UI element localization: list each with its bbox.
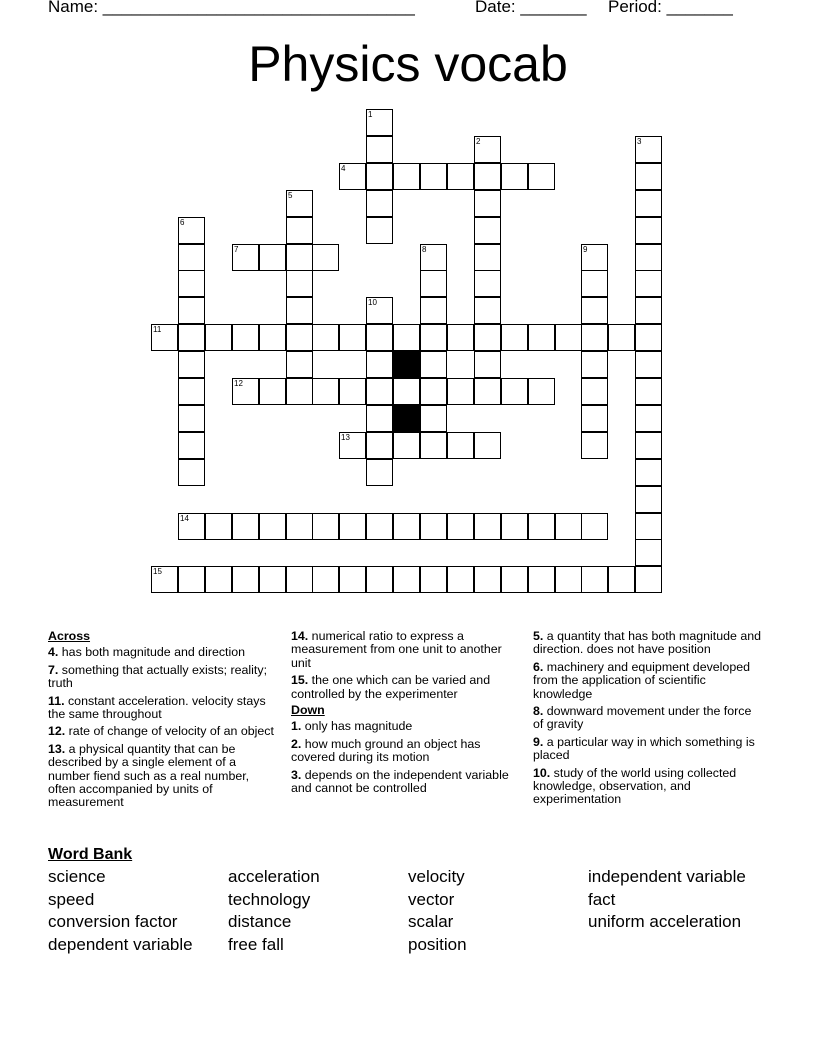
grid-cell[interactable]: [635, 432, 662, 459]
grid-cell[interactable]: [259, 513, 286, 540]
grid-cell[interactable]: [366, 324, 393, 351]
down-heading: Down: [291, 703, 325, 718]
clue-number: 4: [341, 164, 346, 173]
across-clue: [48, 743, 278, 810]
down-clue: [533, 736, 765, 763]
grid-cell[interactable]: [393, 163, 420, 190]
word-bank-item: fact: [588, 889, 616, 909]
word-bank-item: free fall: [228, 935, 284, 955]
grid-cell[interactable]: [366, 566, 393, 593]
grid-cell[interactable]: [501, 378, 528, 405]
clue-text: the one which can be varied and controlled by the experimenter: [291, 673, 491, 701]
grid-cell[interactable]: [420, 297, 447, 324]
clue-text: has both magnitude and direction: [58, 645, 246, 660]
grid-cell[interactable]: [474, 190, 501, 217]
grid-cell[interactable]: [178, 405, 205, 432]
across-clue: [291, 630, 523, 670]
grid-cell[interactable]: [635, 270, 662, 297]
grid-cell[interactable]: [286, 297, 313, 324]
grid-cell[interactable]: [581, 566, 608, 593]
clue-text: a physical quantity that can be described by a single element of a number fiend such as a real number, often accompanied by units of measurement: [48, 741, 250, 810]
word-bank-item: position: [408, 935, 467, 955]
clue-number: 15: [153, 567, 162, 576]
grid-cell[interactable]: [581, 244, 608, 271]
clue-text: only has magnitude: [301, 719, 413, 734]
name-field[interactable]: Name: _________________________________: [48, 0, 415, 16]
grid-cell[interactable]: [366, 378, 393, 405]
grid-cell[interactable]: [528, 163, 555, 190]
grid-cell[interactable]: [501, 324, 528, 351]
word-bank-item: science: [48, 867, 106, 886]
clue-text: rate of change of velocity of an object: [65, 724, 274, 739]
grid-cell[interactable]: [420, 378, 447, 405]
grid-cell[interactable]: [528, 378, 555, 405]
grid-cell[interactable]: [178, 244, 205, 271]
grid-cell[interactable]: [259, 244, 286, 271]
black-cell: [393, 351, 420, 378]
down-clue: [291, 769, 523, 796]
clue-number-label: 14.: [291, 629, 309, 643]
grid-cell[interactable]: [232, 324, 259, 351]
grid-cell[interactable]: [312, 324, 339, 351]
date-field[interactable]: Date: _______: [475, 0, 587, 16]
across-clue: [48, 664, 278, 691]
across-clue: [291, 674, 523, 701]
down-clue: [533, 705, 765, 732]
grid-cell[interactable]: [366, 109, 393, 136]
grid-cell[interactable]: [447, 432, 474, 459]
grid-cell[interactable]: [635, 163, 662, 190]
clue-number: 7: [234, 245, 239, 254]
grid-cell[interactable]: [447, 566, 474, 593]
grid-cell[interactable]: [393, 566, 420, 593]
grid-cell[interactable]: [635, 513, 662, 540]
grid-cell[interactable]: [528, 513, 555, 540]
clue-number-label: 7.: [48, 662, 59, 677]
grid-cell[interactable]: [581, 432, 608, 459]
clue-number: 11: [153, 325, 162, 334]
grid-cell[interactable]: [420, 513, 447, 540]
clue-number-label: 3.: [291, 767, 302, 782]
grid-cell[interactable]: [474, 324, 501, 351]
grid-cell[interactable]: [447, 324, 474, 351]
clue-text: a particular way in which something is placed: [533, 734, 755, 763]
word-bank-item: uniform acceleration: [588, 912, 742, 932]
grid-cell[interactable]: [232, 566, 259, 593]
clue-number-label: 5.: [533, 629, 544, 643]
grid-cell[interactable]: [528, 324, 555, 351]
grid-cell[interactable]: [366, 351, 393, 378]
grid-cell[interactable]: [635, 351, 662, 378]
grid-cell[interactable]: [420, 432, 447, 459]
grid-cell[interactable]: [178, 217, 205, 244]
grid-cell[interactable]: [366, 432, 393, 459]
grid-cell[interactable]: [286, 217, 313, 244]
grid-cell[interactable]: [339, 566, 366, 593]
grid-cell[interactable]: [635, 244, 662, 271]
clue-number: 9: [583, 245, 588, 254]
grid-cell[interactable]: [474, 566, 501, 593]
clue-text: machinery and equipment developed from the application of scientific knowledge: [533, 659, 750, 701]
clue-text: a quantity that has both magnitude and direction. does not have position: [533, 629, 762, 657]
clue-text: constant acceleration. velocity stays the same throughout: [48, 693, 266, 722]
word-bank-item: speed: [48, 889, 95, 909]
grid-cell[interactable]: [581, 351, 608, 378]
grid-cell[interactable]: [178, 459, 205, 486]
grid-cell[interactable]: [555, 513, 582, 540]
grid-cell[interactable]: [312, 378, 339, 405]
clue-number-label: 2.: [291, 736, 302, 751]
grid-cell[interactable]: [420, 324, 447, 351]
grid-cell[interactable]: [178, 378, 205, 405]
clue-number-label: 15.: [291, 673, 309, 688]
grid-cell[interactable]: [501, 513, 528, 540]
grid-cell[interactable]: [286, 270, 313, 297]
grid-cell[interactable]: [635, 566, 662, 593]
clue-number: 13: [341, 433, 350, 442]
grid-cell[interactable]: [608, 324, 635, 351]
grid-cell[interactable]: [474, 432, 501, 459]
grid-cell[interactable]: [474, 163, 501, 190]
grid-cell[interactable]: [420, 351, 447, 378]
grid-cell[interactable]: [339, 432, 366, 459]
grid-cell[interactable]: [366, 190, 393, 217]
grid-cell[interactable]: [474, 244, 501, 271]
grid-cell[interactable]: [393, 432, 420, 459]
grid-cell[interactable]: [635, 190, 662, 217]
grid-cell[interactable]: [393, 513, 420, 540]
grid-cell[interactable]: [447, 163, 474, 190]
clue-number: 6: [180, 218, 185, 227]
clue-number: 14: [180, 514, 189, 523]
grid-cell[interactable]: [635, 217, 662, 244]
clue-number-label: 6.: [533, 659, 544, 674]
grid-cell[interactable]: [259, 378, 286, 405]
word-bank-item: conversion factor: [48, 912, 178, 932]
grid-cell[interactable]: [366, 459, 393, 486]
grid-cell[interactable]: [286, 351, 313, 378]
clue-number-label: 12.: [48, 724, 66, 739]
down-clue: [533, 630, 765, 657]
clue-number-label: 8.: [533, 704, 544, 719]
grid-cell[interactable]: [581, 297, 608, 324]
clue-number: 2: [476, 137, 481, 146]
word-bank-item: independent variable: [588, 867, 746, 886]
grid-cell[interactable]: [205, 513, 232, 540]
grid-cell[interactable]: [555, 324, 582, 351]
clue-number: 12: [234, 379, 243, 388]
grid-cell[interactable]: [151, 566, 178, 593]
word-bank-item: dependent variable: [48, 935, 193, 955]
down-clue: [533, 661, 765, 701]
down-clue: [291, 738, 523, 765]
grid-cell[interactable]: [420, 163, 447, 190]
grid-cell[interactable]: [635, 486, 662, 513]
grid-cell[interactable]: [474, 378, 501, 405]
grid-cell[interactable]: [474, 351, 501, 378]
grid-cell[interactable]: [608, 566, 635, 593]
down-clue: [291, 720, 523, 733]
grid-cell[interactable]: [178, 270, 205, 297]
grid-cell[interactable]: [420, 244, 447, 271]
grid-cell[interactable]: [178, 351, 205, 378]
clue-number-label: 4.: [48, 645, 59, 660]
grid-cell[interactable]: [581, 324, 608, 351]
grid-cell[interactable]: [232, 244, 259, 271]
grid-cell[interactable]: [528, 566, 555, 593]
grid-cell[interactable]: [474, 136, 501, 163]
clue-text: downward movement under the force of gravity: [533, 704, 752, 732]
across-clue: [48, 725, 278, 738]
clue-number: 3: [637, 137, 642, 146]
grid-cell[interactable]: [312, 566, 339, 593]
grid-cell[interactable]: [312, 513, 339, 540]
grid-cell[interactable]: [178, 432, 205, 459]
word-bank-item: velocity: [408, 867, 465, 886]
grid-cell[interactable]: [259, 566, 286, 593]
clue-number-label: 13.: [48, 741, 66, 756]
grid-cell[interactable]: [366, 297, 393, 324]
clue-number-label: 9.: [533, 734, 544, 749]
grid-cell[interactable]: [151, 324, 178, 351]
grid-cell[interactable]: [474, 513, 501, 540]
grid-cell[interactable]: [635, 324, 662, 351]
period-field[interactable]: Period: _______: [608, 0, 733, 16]
word-bank-title: Word Bank: [48, 846, 133, 863]
clue-text: how much ground an object has covered during its motion: [291, 736, 481, 765]
word-bank-item: scalar: [408, 912, 454, 932]
grid-cell[interactable]: [259, 324, 286, 351]
grid-cell[interactable]: [205, 566, 232, 593]
grid-cell[interactable]: [581, 513, 608, 540]
grid-cell[interactable]: [581, 270, 608, 297]
across-clue: [48, 646, 278, 659]
across-clues-continued: [291, 630, 523, 799]
clue-number: 5: [288, 191, 293, 200]
grid-cell[interactable]: [420, 566, 447, 593]
clue-text: something that actually exists; reality; truth: [48, 662, 268, 691]
down-clues-continued: [533, 630, 765, 811]
grid-cell[interactable]: [393, 324, 420, 351]
grid-cell[interactable]: [286, 513, 313, 540]
black-cell: [393, 405, 420, 432]
grid-cell[interactable]: [286, 566, 313, 593]
grid-cell[interactable]: [447, 378, 474, 405]
grid-cell[interactable]: [447, 513, 474, 540]
grid-cell[interactable]: [178, 566, 205, 593]
across-clues: [48, 630, 278, 814]
grid-cell[interactable]: [205, 324, 232, 351]
grid-cell[interactable]: [232, 378, 259, 405]
header: [48, 0, 768, 22]
grid-cell[interactable]: [366, 217, 393, 244]
grid-cell[interactable]: [366, 136, 393, 163]
grid-cell[interactable]: [635, 459, 662, 486]
clue-number-label: 1.: [291, 719, 302, 734]
clue-text: study of the world using collected knowledge, observation, and experimentation: [533, 765, 737, 807]
word-bank-item: technology: [228, 889, 311, 909]
grid-cell[interactable]: [339, 324, 366, 351]
across-clue: [48, 695, 278, 722]
grid-cell[interactable]: [474, 217, 501, 244]
grid-cell[interactable]: [420, 270, 447, 297]
grid-cell[interactable]: [366, 513, 393, 540]
grid-cell[interactable]: [501, 163, 528, 190]
grid-cell[interactable]: [581, 378, 608, 405]
grid-cell[interactable]: [635, 539, 662, 566]
grid-cell[interactable]: [339, 513, 366, 540]
clue-text: depends on the independent variable and cannot be controlled: [291, 767, 509, 796]
grid-cell[interactable]: [178, 297, 205, 324]
grid-cell[interactable]: [312, 244, 339, 271]
across-heading: Across: [48, 629, 91, 643]
grid-cell[interactable]: [286, 378, 313, 405]
grid-cell[interactable]: [286, 324, 313, 351]
grid-cell[interactable]: [635, 297, 662, 324]
grid-cell[interactable]: [232, 513, 259, 540]
grid-cell[interactable]: [393, 378, 420, 405]
grid-cell[interactable]: [286, 190, 313, 217]
grid-cell[interactable]: [178, 513, 205, 540]
word-bank-item: acceleration: [228, 867, 320, 886]
grid-cell[interactable]: [286, 244, 313, 271]
grid-cell[interactable]: [555, 566, 582, 593]
grid-cell[interactable]: [581, 405, 608, 432]
down-clue: [533, 767, 765, 807]
grid-cell[interactable]: [339, 378, 366, 405]
grid-cell[interactable]: [339, 163, 366, 190]
clue-number-label: 11.: [48, 693, 65, 708]
clue-number: 10: [368, 298, 377, 307]
grid-cell[interactable]: [420, 405, 447, 432]
clue-number-label: 10.: [533, 765, 551, 780]
grid-cell[interactable]: [474, 297, 501, 324]
grid-cell[interactable]: [635, 378, 662, 405]
grid-cell[interactable]: [366, 405, 393, 432]
word-bank-item: distance: [228, 912, 292, 932]
grid-cell[interactable]: [635, 405, 662, 432]
page-title: Physics vocab: [248, 36, 568, 92]
grid-cell[interactable]: [178, 324, 205, 351]
grid-cell[interactable]: [474, 270, 501, 297]
grid-cell[interactable]: [635, 136, 662, 163]
clue-number: 8: [422, 245, 427, 254]
word-bank-item: vector: [408, 889, 455, 909]
grid-cell[interactable]: [366, 163, 393, 190]
clue-number: 1: [368, 110, 373, 119]
clue-text: numerical ratio to express a measurement from one unit to another unit: [291, 629, 502, 670]
grid-cell[interactable]: [501, 566, 528, 593]
